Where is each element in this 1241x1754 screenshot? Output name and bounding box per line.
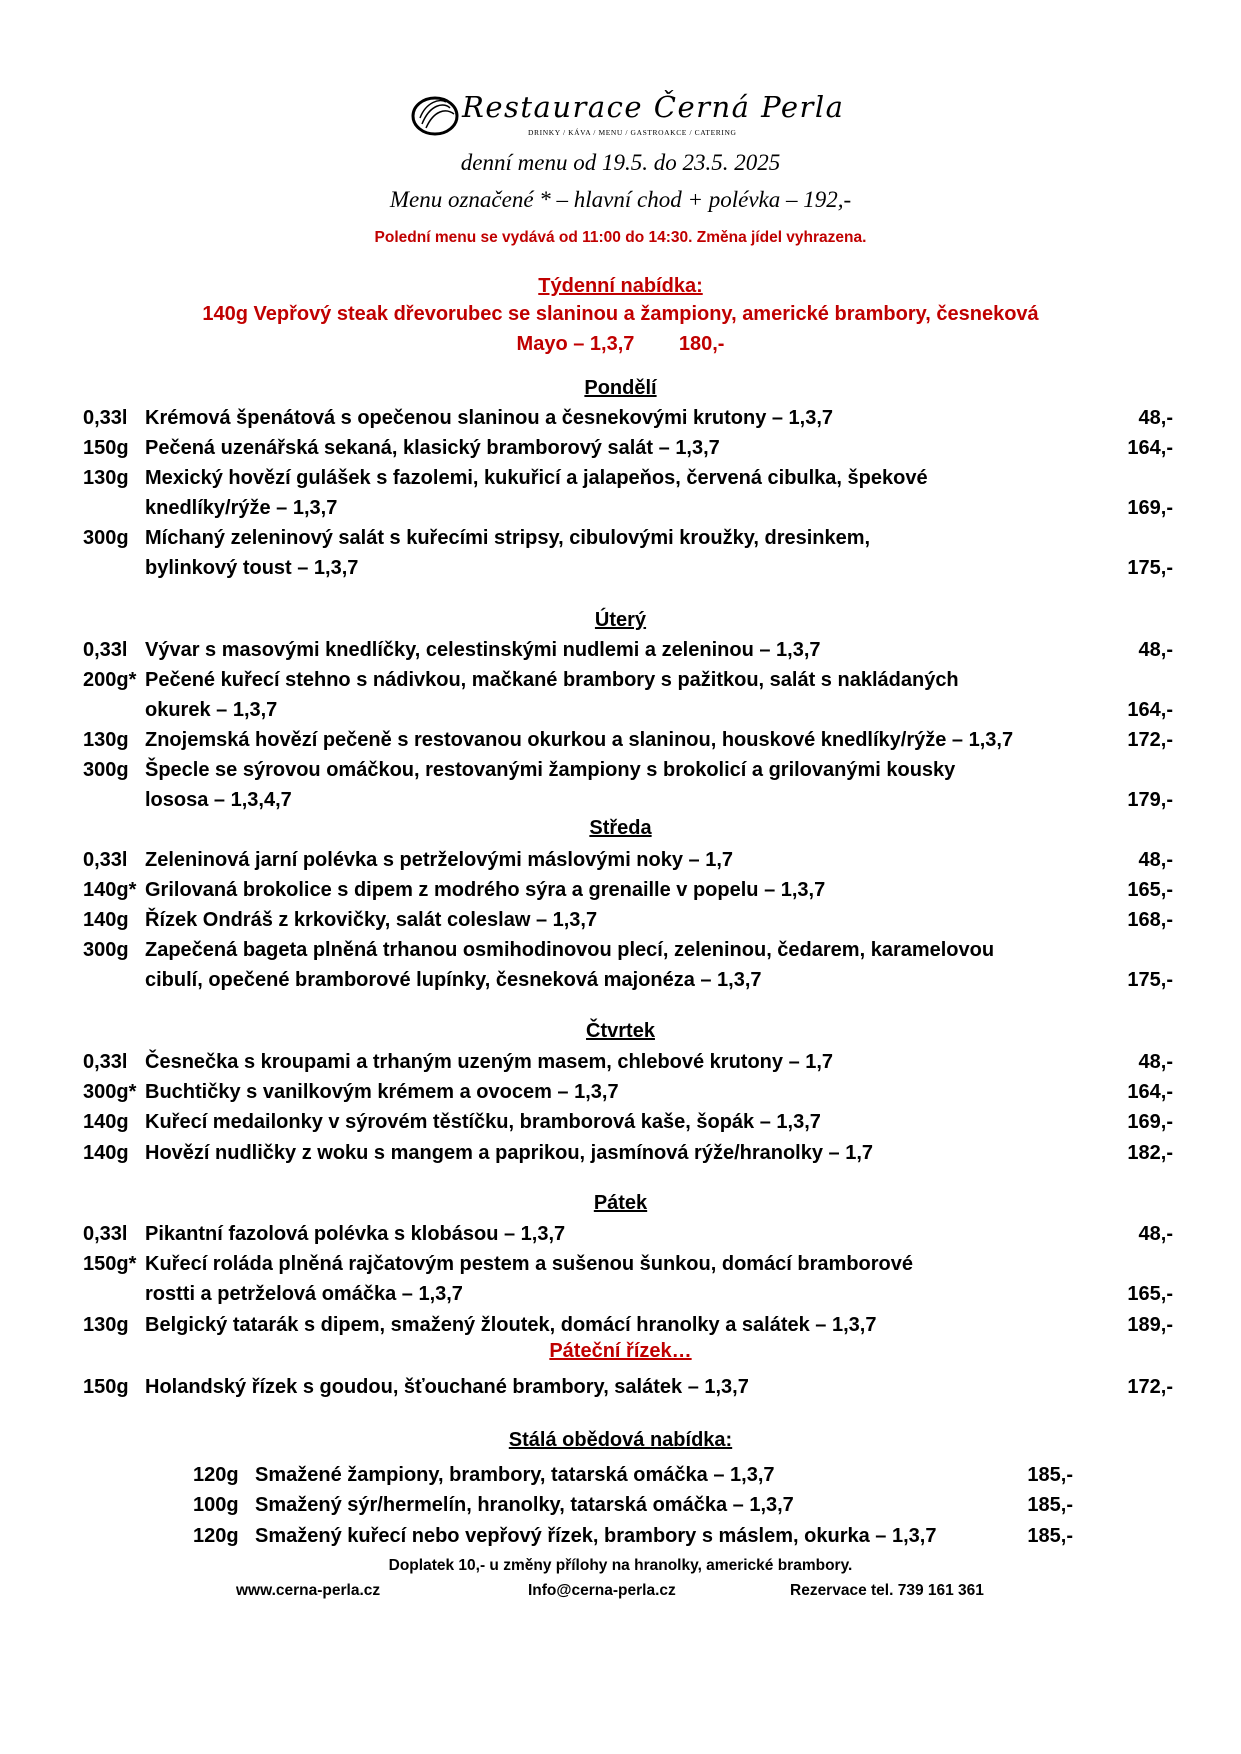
item-weight: 120g [193,1464,239,1486]
item-price: 48,- [1138,407,1173,429]
item-price: 169,- [1127,497,1173,519]
item-price: 168,- [1127,909,1173,931]
day-title-friday: Pátek [593,1192,648,1214]
day-title-wednesday: Středa [589,817,652,839]
fixed-offer-title: Stálá obědová nabídka: [508,1429,733,1451]
item-price: 165,- [1127,879,1173,901]
day-title-tuesday: Úterý [594,609,647,631]
item-price: 185,- [1027,1525,1073,1547]
item-description: Špecle se sýrovou omáčkou, restovanými žampiony s brokolicí a grilovanými kousky [145,759,956,781]
item-weight: 140g* [83,879,137,901]
item-description-cont: bylinkový toust – 1,3,7 [145,557,359,579]
item-description: Krémová špenátová s opečenou slaninou a česnekovými krutony – 1,3,7 [145,407,834,429]
lunch-notice: Polední menu se vydává od 11:00 do 14:30. Změna jídel vyhrazena. [374,229,867,246]
restaurant-name: Restaurace Černá Perla [462,90,845,124]
menu-item [83,1249,1173,1309]
item-weight: 0,33l [83,849,128,871]
item-weight: 100g [193,1494,239,1516]
item-weight: 140g [83,1142,129,1164]
item-price: 48,- [1138,1223,1173,1245]
item-weight: 130g [83,467,129,489]
menu-item [83,523,1173,583]
item-price: 48,- [1138,1051,1173,1073]
item-weight: 0,33l [83,1051,128,1073]
weekly-offer-line-2: Mayo – 1,3,7 180,- [516,333,725,355]
item-description-cont: rostti a petrželová omáčka – 1,3,7 [145,1283,463,1305]
surcharge-note: Doplatek 10,- u změny přílohy na hranolky, americké brambory. [388,1557,853,1574]
weekly-offer-title: Týdenní nabídka: [538,275,703,297]
restaurant-logo [0,90,1241,140]
item-price: 175,- [1127,557,1173,579]
menu-item [83,755,1173,815]
item-weight: 300g* [83,1081,137,1103]
item-weight: 0,33l [83,1223,128,1245]
item-description: Česnečka s kroupami a trhaným uzeným masem, chlebové krutony – 1,7 [145,1051,834,1073]
item-price: 169,- [1127,1111,1173,1133]
item-weight: 300g [83,759,129,781]
item-weight: 0,33l [83,407,128,429]
item-description-cont: lososa – 1,3,4,7 [145,789,292,811]
item-price: 179,- [1127,789,1173,811]
item-weight: 130g [83,729,129,751]
pearl-shell-icon [410,94,460,138]
item-description: Smažené žampiony, brambory, tatarská omáčka – 1,3,7 [255,1464,775,1486]
item-description: Mexický hovězí gulášek s fazolemi, kukuřicí a jalapeňos, červená cibulka, špekové [145,467,928,489]
footer-email-link[interactable]: Info@cerna-perla.cz [528,1582,676,1599]
item-description: Kuřecí medailonky v sýrovém těstíčku, bramborová kaše, šopák – 1,3,7 [145,1111,821,1133]
item-weight: 150g [83,437,129,459]
item-price: 185,- [1027,1494,1073,1516]
item-price: 182,- [1127,1142,1173,1164]
item-weight: 130g [83,1314,129,1336]
menu-item [83,935,1173,995]
item-description: Zeleninová jarní polévka s petrželovými máslovými noky – 1,7 [145,849,734,871]
day-title-thursday: Čtvrtek [586,1020,655,1042]
item-description-cont: cibulí, opečené bramborové lupínky, česneková majonéza – 1,3,7 [145,969,762,991]
item-weight: 200g* [83,669,137,691]
menu-item [83,463,1173,523]
menu-dates: denní menu od 19.5. do 23.5. 2025 [460,150,781,175]
footer-reservation-phone: Rezervace tel. 739 161 361 [790,1582,984,1599]
item-description: Pečená uzenářská sekaná, klasický bramborový salát – 1,3,7 [145,437,720,459]
item-description: Řízek Ondráš z krkovičky, salát coleslaw – 1,3,7 [145,909,598,931]
item-weight: 150g [83,1376,129,1398]
item-description-cont: okurek – 1,3,7 [145,699,278,721]
item-price: 185,- [1027,1464,1073,1486]
item-price: 175,- [1127,969,1173,991]
item-weight: 120g [193,1525,239,1547]
menu-item [83,665,1173,725]
item-description: Vývar s masovými knedlíčky, celestinskými nudlemi a zeleninou – 1,3,7 [145,639,821,661]
friday-special-title: Páteční řízek… [549,1340,692,1362]
item-price: 164,- [1127,437,1173,459]
item-price: 48,- [1138,639,1173,661]
item-price: 172,- [1127,1376,1173,1398]
item-description: Pečené kuřecí stehno s nádivkou, mačkané brambory s pažitkou, salát s nakládaných [145,669,959,691]
item-weight: 150g* [83,1253,137,1275]
item-weight: 140g [83,1111,129,1133]
item-description: Kuřecí roláda plněná rajčatovým pestem a sušenou šunkou, domácí bramborové [145,1253,914,1275]
item-price: 48,- [1138,849,1173,871]
item-price: 164,- [1127,1081,1173,1103]
item-weight: 0,33l [83,639,128,661]
item-description: Hovězí nudličky z woku s mangem a paprikou, jasmínová rýže/hranolky – 1,7 [145,1142,874,1164]
item-weight: 300g [83,527,129,549]
day-title-monday: Pondělí [584,377,657,399]
weekly-offer-line-1: 140g Vepřový steak dřevorubec se slaninou a žampiony, americké brambory, česneková [202,303,1039,325]
item-description: Smažený kuřecí nebo vepřový řízek, brambory s máslem, okurka – 1,3,7 [255,1525,937,1547]
item-description: Holandský řízek s goudou, šťouchané brambory, salátek – 1,3,7 [145,1376,749,1398]
restaurant-tagline: DRINKY / KÁVA / MENU / GASTROAKCE / CATERING [528,128,737,137]
footer-website-link[interactable]: www.cerna-perla.cz [236,1582,381,1599]
item-description: Buchtičky s vanilkovým krémem a ovocem – 1,3,7 [145,1081,619,1103]
item-price: 172,- [1127,729,1173,751]
item-price: 164,- [1127,699,1173,721]
item-price: 189,- [1127,1314,1173,1336]
item-description: Belgický tatarák s dipem, smažený žloutek, domácí hranolky a salátek – 1,3,7 [145,1314,877,1336]
item-description: Grilovaná brokolice s dipem z modrého sýra a grenaille v popelu – 1,3,7 [145,879,826,901]
item-description-cont: knedlíky/rýže – 1,3,7 [145,497,338,519]
item-description: Znojemská hovězí pečeně s restovanou okurkou a slaninou, houskové knedlíky/rýže – 1,3,7 [145,729,1014,751]
item-price: 165,- [1127,1283,1173,1305]
item-weight: 140g [83,909,129,931]
item-weight: 300g [83,939,129,961]
item-description: Míchaný zeleninový salát s kuřecími stripsy, cibulovými kroužky, dresinkem, [145,527,871,549]
item-description: Pikantní fazolová polévka s klobásou – 1,3,7 [145,1223,566,1245]
menu-offer: Menu označené * – hlavní chod + polévka – 192,- [389,187,852,212]
item-description: Smažený sýr/hermelín, hranolky, tatarská omáčka – 1,3,7 [255,1494,794,1516]
item-description: Zapečená bageta plněná trhanou osmihodinovou plecí, zeleninou, čedarem, karamelovou [145,939,995,961]
